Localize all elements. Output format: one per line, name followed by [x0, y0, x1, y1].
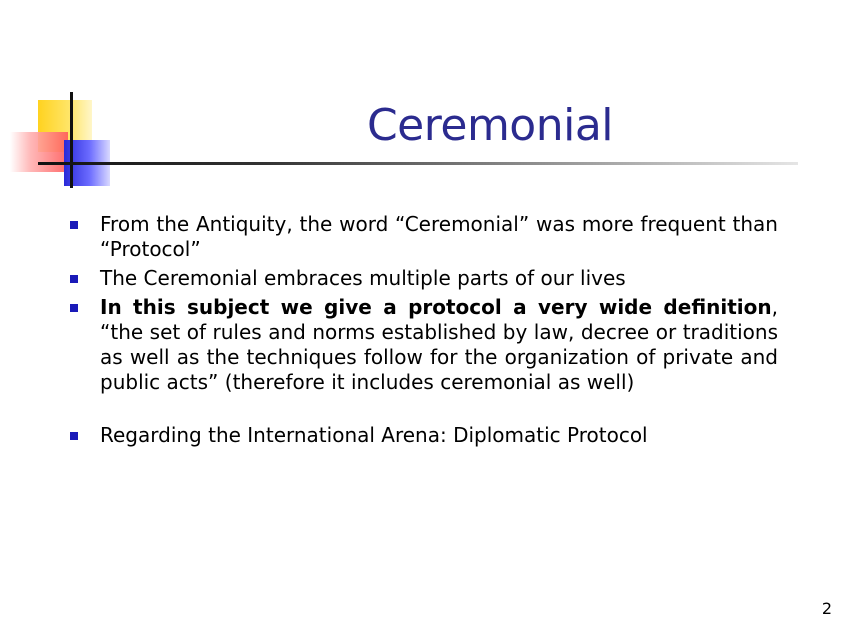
bullet-square-icon [70, 221, 78, 229]
bullet-bold-text: In this subject we give a protocol a very wide definition [100, 295, 772, 319]
red-square-shape [10, 132, 68, 172]
bullet-square-icon [70, 432, 78, 440]
bullet-item [68, 295, 778, 395]
slide-title: Ceremonial [366, 100, 614, 151]
title-underline [38, 162, 798, 165]
bullet-text [100, 295, 778, 395]
bullet-list [68, 212, 778, 448]
bullet-square-icon [70, 275, 78, 283]
bullet-text: Regarding the International Arena: Diplomatic Protocol [100, 423, 648, 447]
bullet-item [68, 212, 778, 262]
vertical-line-shape [70, 92, 73, 188]
bullet-text: The Ceremonial embraces multiple parts of our lives [100, 266, 626, 290]
bullet-item [68, 266, 778, 291]
bullet-text: From the Antiquity, the word “Ceremonial” was more frequent than “Protocol” [100, 212, 778, 261]
bullet-item [68, 423, 778, 448]
page-number: 2 [821, 599, 832, 618]
decorative-logo [0, 0, 120, 200]
bullet-text-continuation: , “the set of rules and norms established by law, decree or traditions as well as the techniques follow for the organization of private and public acts” (therefore it includes ceremonial as well) [100, 295, 778, 394]
bullet-square-icon [70, 304, 78, 312]
